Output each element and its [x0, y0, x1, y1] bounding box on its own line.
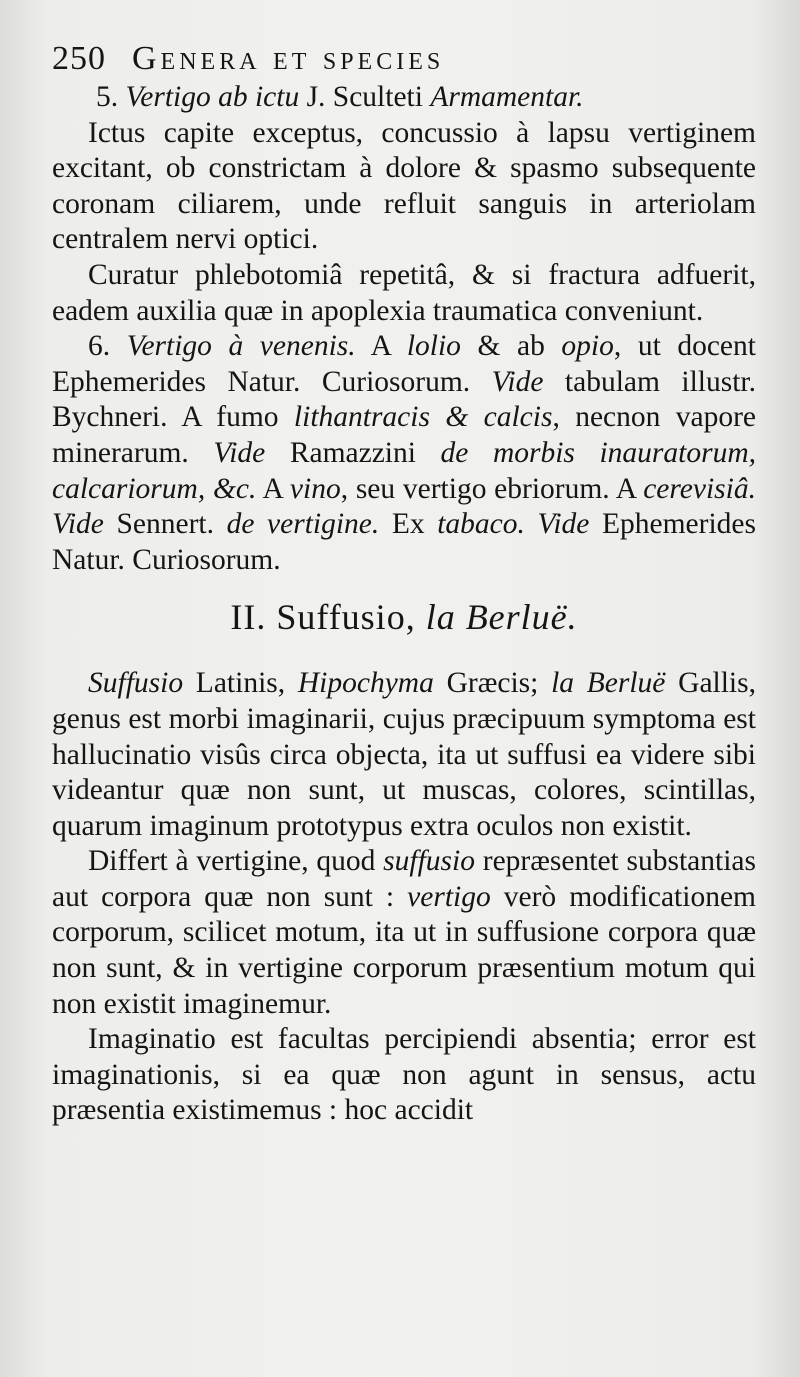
text-italic: suffusio	[383, 845, 475, 878]
paragraph-differt	[52, 844, 756, 1022]
text-italic: lolio	[406, 330, 461, 363]
text-italic: de vertigine.	[226, 508, 380, 541]
text: , ut docent Ephemerides Natur. Curiosorum.	[52, 330, 756, 398]
section-title-roman: J. Sculteti	[306, 81, 423, 113]
text: A	[256, 472, 290, 505]
text: & ab	[460, 330, 562, 363]
page-number: 250	[52, 40, 106, 77]
text: Ex	[379, 508, 438, 541]
text-italic: Vide	[537, 508, 590, 541]
text: , necnon vapore minerarum.	[52, 401, 757, 469]
heading-italic: la Berluë.	[425, 597, 578, 638]
text: Sennert.	[103, 508, 227, 541]
section-number: 6.	[88, 330, 111, 363]
text-italic: tabaco.	[437, 508, 525, 541]
text: Latinis,	[183, 667, 298, 700]
paragraph-vertigo-venenis	[52, 329, 756, 578]
text: A	[355, 330, 407, 363]
text: Gallis, genus est morbi imaginarii, cujus præcipuum symptoma est hallucinatio visûs circa objecta, ita ut suffusi ea videre sibi videantur quæ non sunt, ut muscas, colores, scintillas, quarum imaginum prototypus extra oculos non existit.	[52, 667, 756, 842]
section-title-italic-2: Armamentar.	[430, 81, 584, 113]
section-heading	[52, 596, 756, 638]
text: Ephemerides Natur. Curiosorum.	[52, 508, 756, 576]
text-italic: lithantracis & calcis	[293, 401, 553, 434]
text: tabulam illustr. Bychneri. A fumo	[52, 365, 756, 434]
text-italic: Hipochyma	[297, 667, 434, 700]
text-italic: la Berluë	[551, 667, 666, 700]
section-title-italic: Vertigo ab ictu	[125, 81, 300, 113]
text: Græcis;	[433, 667, 552, 700]
text: Ramazzini	[265, 436, 441, 469]
paragraph-imaginatio: Imaginatio est facultas percipiendi absentia; error est imaginationis, si ea quæ non agunt in sensus, actu præsentia existimemus : hoc accidit	[52, 1023, 756, 1127]
heading-roman: Suffusio,	[276, 597, 416, 638]
text-italic: vertigo	[407, 880, 491, 913]
paragraph-ictus: Ictus capite exceptus, concussio à lapsu vertiginem excitant, ob constrictam à dolore & spasmo subsequente coronam ciliarem, unde refluit sanguis in arteriolam centralem nervi optici.	[52, 116, 756, 256]
heading-number: II.	[230, 597, 267, 638]
text: repræsentet substantias aut corpora quæ non sunt :	[52, 845, 756, 913]
text: Differt à vertigine, quod	[88, 845, 384, 878]
text-italic: Vide	[491, 365, 544, 398]
running-title: Genera et species	[132, 40, 445, 77]
text-italic: cerevisiâ.	[643, 472, 756, 505]
text-italic: de morbis inauratorum, calcariorum, &c.	[52, 436, 756, 505]
text	[525, 508, 538, 540]
section-number: 5.	[96, 81, 119, 113]
text-italic: Vertigo à venenis.	[126, 330, 356, 363]
text-italic: vino	[289, 472, 341, 505]
text-italic: opio	[561, 330, 614, 363]
text: verò modificationem corporum, scilicet motum, ita ut in suffusione corpora quæ non sunt, & in vertigine corporum præsentium motum qui non existit imaginemur.	[52, 880, 756, 1020]
text-italic: Suffusio	[88, 667, 184, 700]
text-italic: Vide	[52, 508, 104, 541]
paragraph-suffusio	[52, 666, 756, 844]
text-italic: Vide	[213, 436, 266, 469]
running-head	[52, 40, 756, 78]
text: , seu vertigo ebriorum. A	[340, 472, 644, 505]
section-5-title	[52, 80, 756, 116]
paragraph-curatur: Curatur phlebotomiâ repetitâ, & si fractura adfuerit, eadem auxilia quæ in apoplexia traumatica conveniunt.	[52, 258, 756, 327]
